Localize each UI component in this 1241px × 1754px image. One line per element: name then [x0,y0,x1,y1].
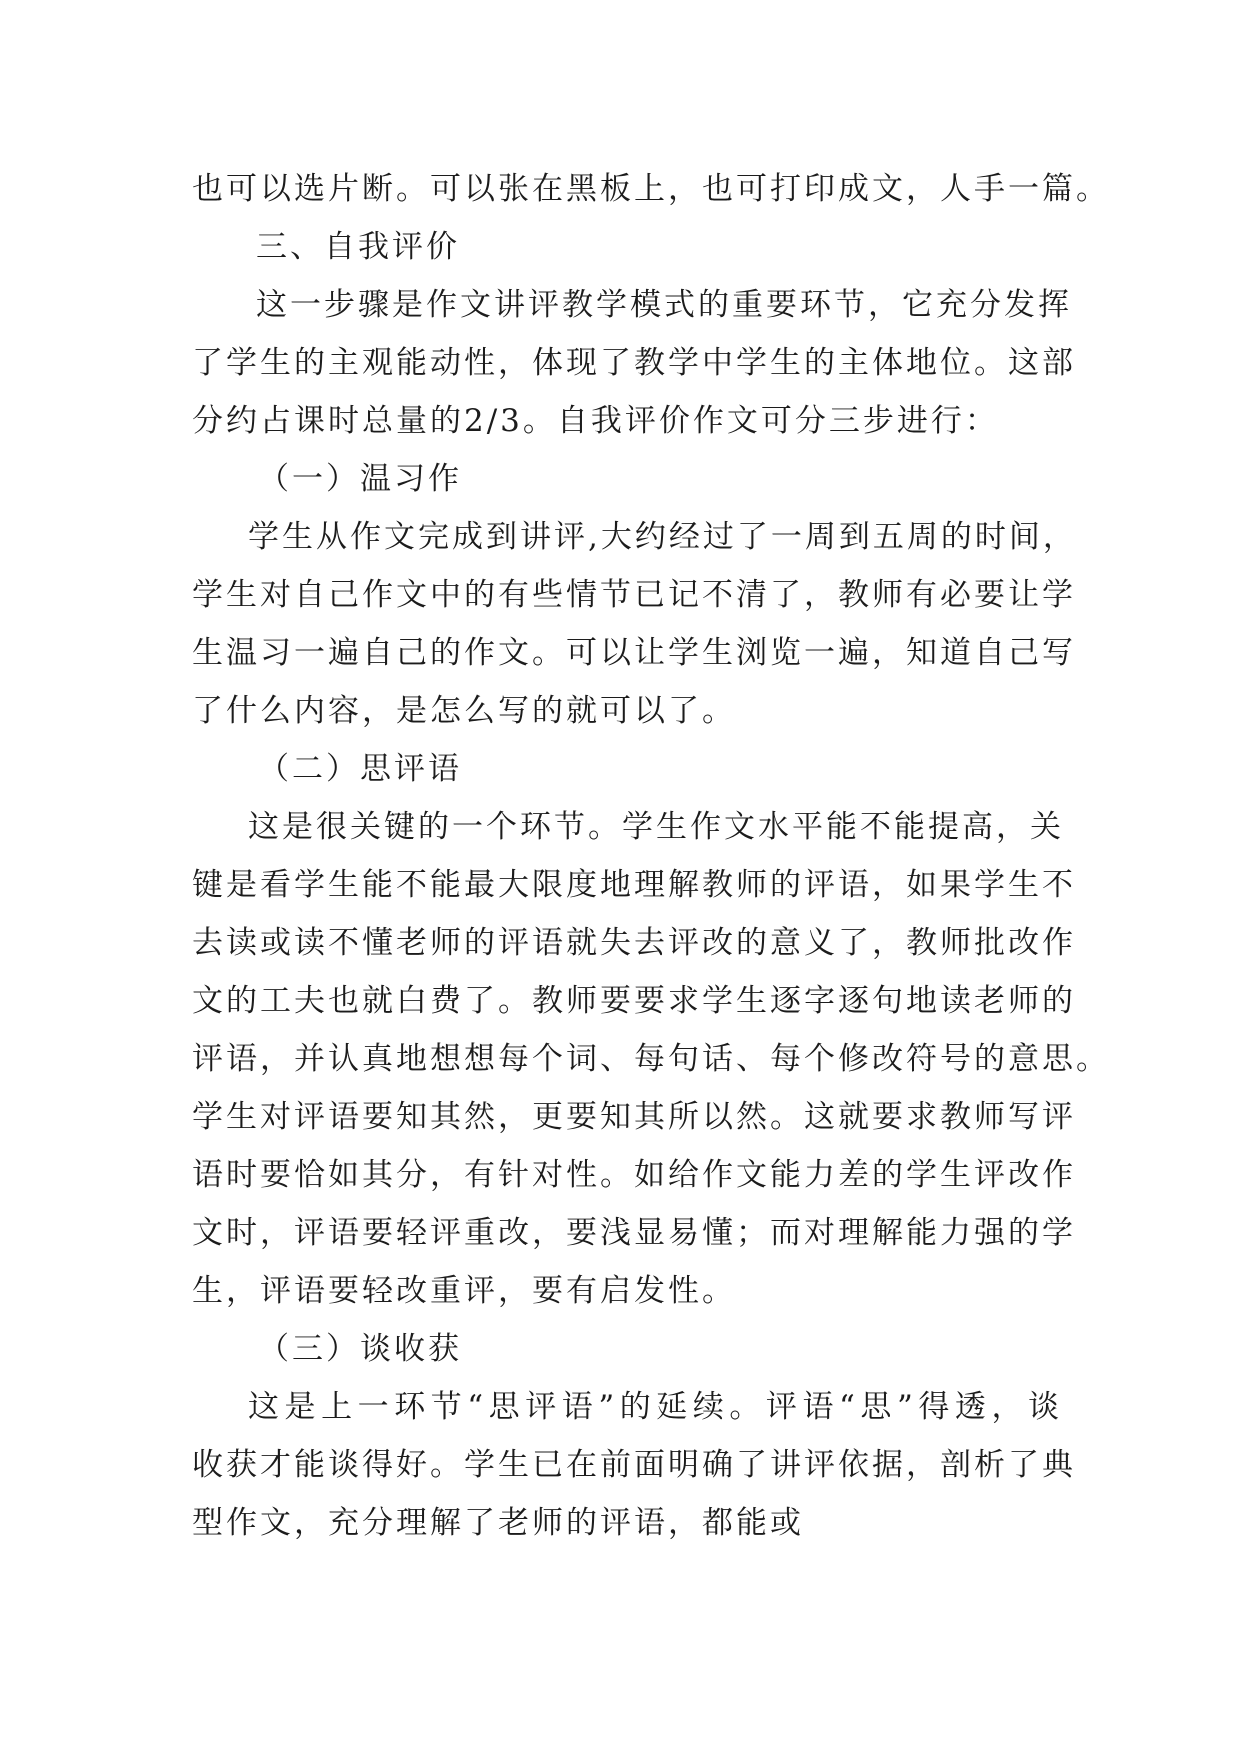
paragraph-line: 分约占课时总量的2/3。自我评价作文可分三步进行： [192,403,999,439]
paragraph-line: 这是上一环节“思评语”的延续。评语“思”得透，谈 [248,1389,1062,1425]
paragraph-line: 语时要恰如其分，有针对性。如给作文能力差的学生评改作 [192,1157,1076,1193]
paragraph-line: 收获才能谈得好。学生已在前面明确了讲评依据，剖析了典 [192,1447,1076,1483]
paragraph-line: 这是很关键的一个环节。学生作文水平能不能提高，关 [248,809,1064,845]
paragraph-line: 学生对自己作文中的有些情节已记不清了，教师有必要让学 [192,577,1076,613]
paragraph-line: 生温习一遍自己的作文。可以让学生浏览一遍，知道自己写 [192,635,1076,671]
paragraph-line: 了什么内容，是怎么写的就可以了。 [192,693,736,729]
paragraph-line: 生，评语要轻改重评，要有启发性。 [192,1273,736,1309]
paragraph-line: 键是看学生能不能最大限度地理解教师的评语，如果学生不 [192,867,1076,903]
paragraph-line: 也可以选片断。可以张在黑板上，也可打印成文，人手一篇。 [192,171,1110,207]
paragraph-line: 文时，评语要轻评重改，要浅显易懂；而对理解能力强的学 [192,1215,1076,1251]
subsection-heading: （二）思评语 [258,751,462,787]
paragraph-line: 评语，并认真地想想每个词、每句话、每个修改符号的意思。 [192,1041,1110,1077]
document-body [192,160,1110,1552]
subsection-heading: （三）谈收获 [258,1331,462,1367]
subsection-heading: （一）温习作 [258,461,462,497]
paragraph-line: 了学生的主观能动性，体现了教学中学生的主体地位。这部 [192,345,1076,381]
paragraph-line: 学生从作文完成到讲评,大约经过了一周到五周的时间， [248,519,1077,555]
paragraph-line: 学生对评语要知其然，更要知其所以然。这就要求教师写评 [192,1099,1076,1135]
paragraph-line: 这一步骤是作文讲评教学模式的重要环节，它充分发挥 [256,287,1072,323]
section-heading: 三、自我评价 [256,229,460,265]
paragraph-line: 去读或读不懂老师的评语就失去评改的意义了，教师批改作 [192,925,1076,961]
paragraph-line: 文的工夫也就白费了。教师要要求学生逐字逐句地读老师的 [192,983,1076,1019]
paragraph-line: 型作文，充分理解了老师的评语，都能或 [192,1505,804,1541]
